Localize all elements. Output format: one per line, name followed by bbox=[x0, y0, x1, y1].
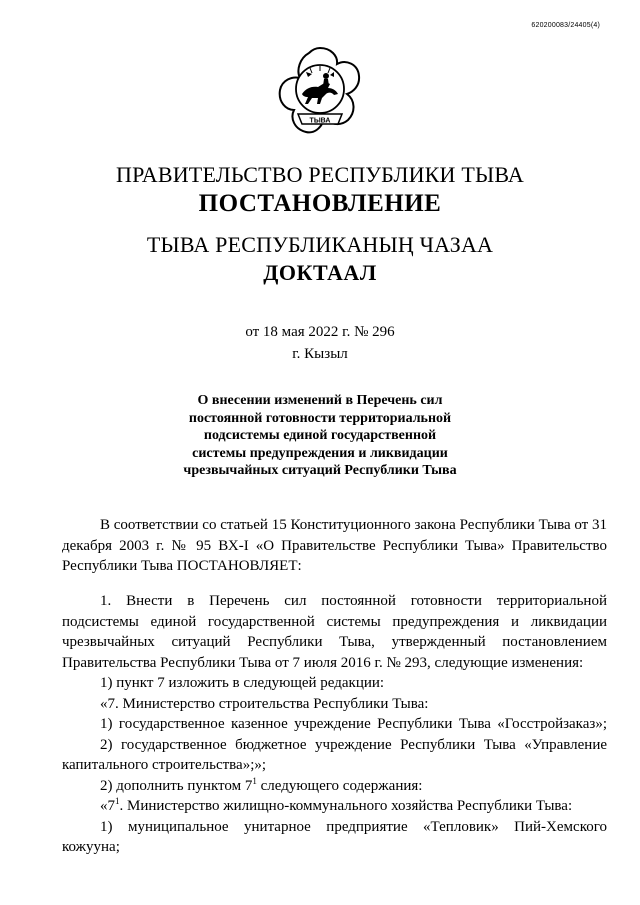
item-7-1-entry-1: 1) муниципальное унитарное предприятие «Тепловик» Пий-Хемского кожууна; bbox=[62, 818, 607, 855]
item-1-sub-2-text-end: следующего содержания: bbox=[256, 777, 423, 794]
item-1-sub-1: 1) пункт 7 изложить в следующей редакции: bbox=[100, 675, 385, 691]
preamble-paragraph: В соответствии со статьей 15 Конституционного закона Республики Тыва от 31 декабря 2003 г. № 95 ВХ-I «О Правительстве Республики Тыва» Правительство Республики Тыва ПОСТАНОВЛЯЕТ: bbox=[62, 517, 607, 574]
decree-subject bbox=[150, 392, 490, 480]
subject-line: системы предупреждения и ликвидации bbox=[192, 445, 448, 461]
svg-text:ТЫВА: ТЫВА bbox=[309, 117, 331, 125]
superscript: 1 bbox=[252, 775, 257, 786]
coat-of-arms-of-tuva-icon bbox=[276, 44, 364, 142]
item-7-1-number: «7 bbox=[100, 798, 115, 814]
decree-items bbox=[62, 591, 607, 858]
item-7-entry-1: 1) государственное казенное учреждение Республики Тыва «Госстройзаказ»; bbox=[100, 716, 607, 732]
subject-line: подсистемы единой государственной bbox=[203, 428, 437, 443]
decree-city: г. Кызыл bbox=[292, 346, 348, 362]
document-registration-code: 620200083/24405(4) bbox=[531, 22, 600, 29]
preamble bbox=[62, 515, 607, 577]
government-title-ru: ПРАВИТЕЛЬСТВО РЕСПУБЛИКИ ТЫВА bbox=[116, 162, 524, 187]
item-7-1-title: . Министерство жилищно-коммунального хозяйства Республики Тыва: bbox=[119, 798, 573, 814]
item-7-1-heading bbox=[62, 796, 607, 817]
subject-line: постоянной готовности территориальной bbox=[188, 410, 452, 426]
item-1-sub-2 bbox=[62, 776, 607, 797]
superscript: 1 bbox=[115, 796, 120, 806]
decree-title-ru: ПОСТАНОВЛЕНИЕ bbox=[198, 190, 442, 217]
decree-title-tyv: ДОКТААЛ bbox=[263, 260, 377, 285]
item-7-heading: «7. Министерство строительства Республики Тыва: bbox=[100, 695, 429, 712]
government-title-tyv: ТЫВА РЕСПУБЛИКАНЫҢ ЧАЗАА bbox=[146, 232, 494, 257]
item-1-sub-2-text: 2) дополнить пунктом 7 bbox=[100, 777, 253, 794]
decree-date-number: от 18 мая 2022 г. № 296 bbox=[245, 324, 395, 340]
subject-line: чрезвычайных ситуаций Республики Тыва bbox=[183, 463, 457, 478]
item-1-paragraph: 1. Внести в Перечень сил постоянной готовности территориальной подсистемы единой государственной системы предупреждения и ликвидации чрезвычайных ситуаций Республики Тыва, утвержденный постановлением Правительства Республики Тыва от 7 июля 2016 г. № 293, следующие изменения: bbox=[62, 593, 607, 671]
subject-line: О внесении изменений в Перечень сил bbox=[197, 393, 443, 408]
item-7-entry-2: 2) государственное бюджетное учреждение Республики Тыва «Управление капитального строительства»;»; bbox=[62, 736, 607, 773]
